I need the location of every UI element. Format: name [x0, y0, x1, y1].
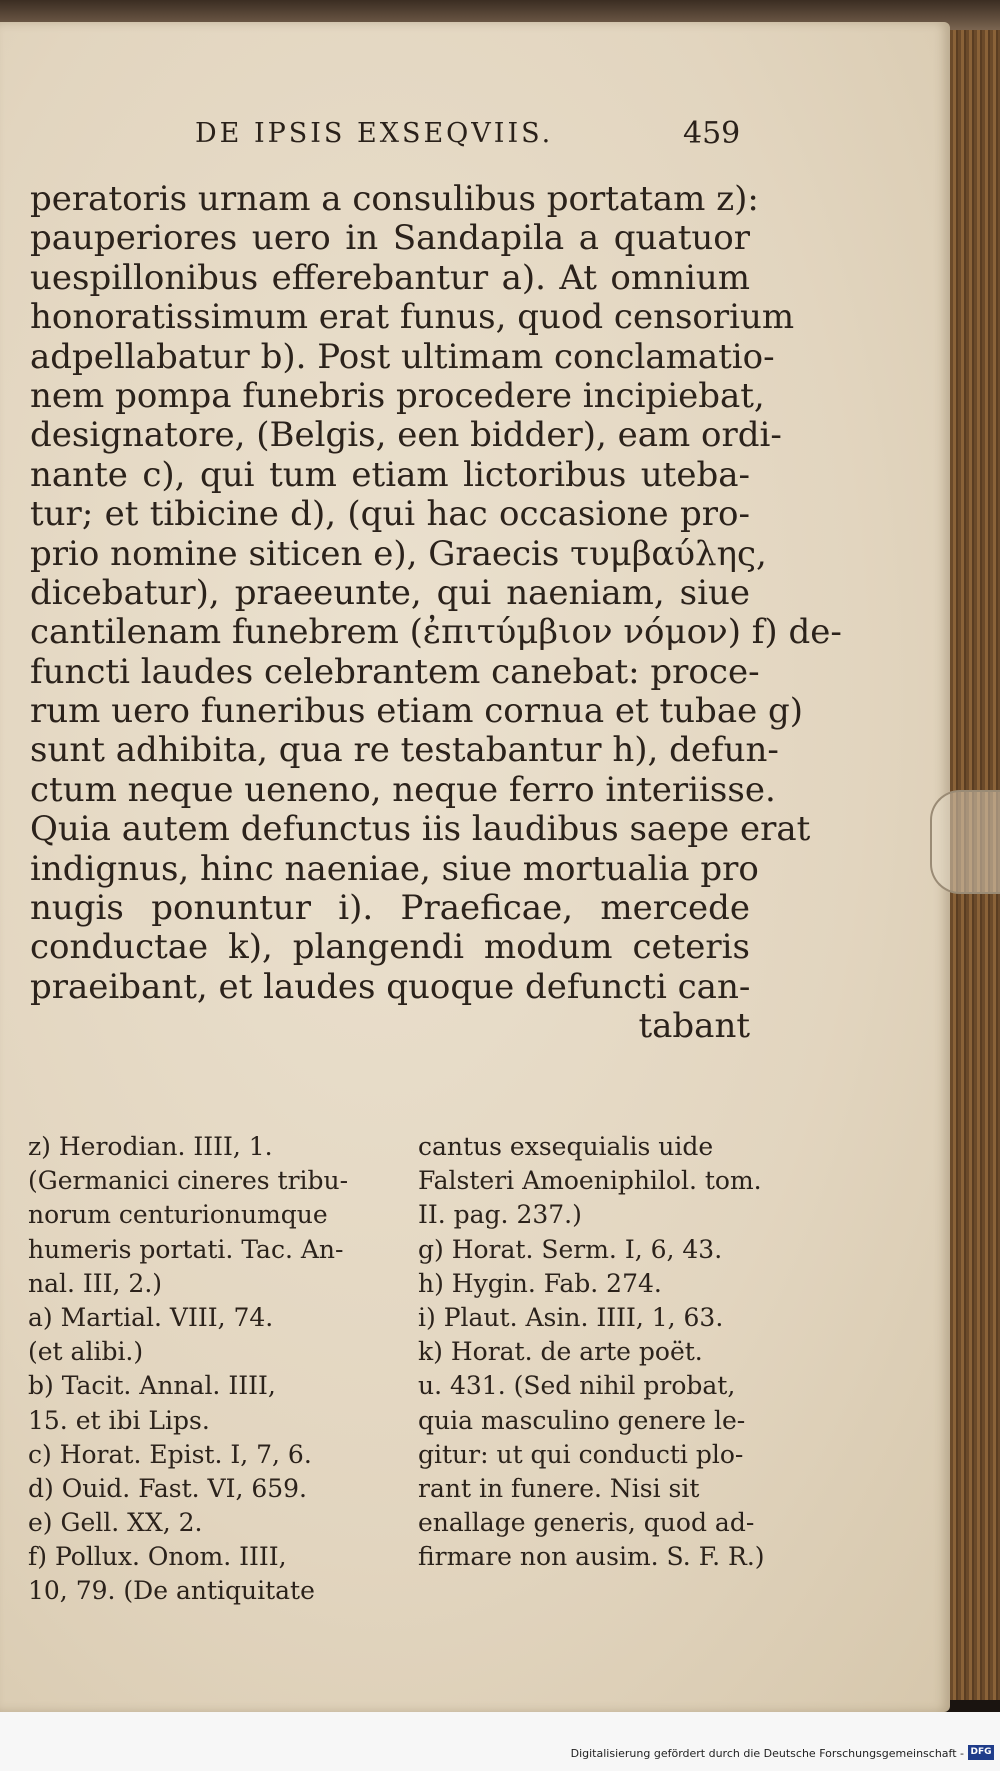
footnote-line: norum centurionumque [28, 1200, 328, 1230]
footnote-line: rant in funere. Nisi sit [418, 1473, 700, 1503]
page-number: 459 [683, 116, 741, 151]
text-line: indignus, hinc naeniae, siue mortualia pro [30, 848, 759, 889]
footnote-line: (Germanici cineres tribu- [28, 1166, 349, 1196]
footnote-line: g) Horat. Serm. I, 6, 43. [418, 1234, 723, 1264]
footnote-line: nal. III, 2.) [28, 1268, 163, 1298]
text-line: dicebatur), praeeunte, qui naeniam, siue [30, 572, 750, 613]
text-line: designatore, (Belgis, een bidder), eam ordi- [30, 415, 782, 456]
text-line: cantilenam funebrem (ἐπιτύμβιον νόμον) f) de- [30, 612, 842, 653]
text-line: nante c), qui tum etiam lictoribus uteba- [30, 454, 750, 495]
main-text [30, 179, 842, 1047]
text-line: tur; et tibicine d), (qui hac occasione pro- [30, 494, 750, 535]
text-line: nugis ponuntur i). Praeficae, mercede [30, 888, 750, 929]
text-line: praeibant, et laudes quoque defuncti can- [30, 966, 751, 1007]
footnotes-right-column [418, 1130, 765, 1609]
text-line: ctum neque ueneno, neque ferro interiisse. [30, 769, 776, 810]
footnotes-left-column [28, 1130, 368, 1609]
catchword: tabant [638, 1006, 750, 1047]
footnote-line: gitur: ut qui conducti plo- [418, 1439, 744, 1469]
text-line: adpellabatur b). Post ultimam conclamatio- [30, 336, 775, 377]
running-head: DE IPSIS EXSEQVIIS. [195, 118, 554, 149]
footnote-line: Falsteri Amoeniphilol. tom. [418, 1166, 762, 1196]
text-line: Quia autem defunctus iis laudibus saepe erat [30, 809, 811, 850]
text-line: nem pompa funebris procedere incipiebat, [30, 375, 765, 416]
text-line: honoratissimum erat funus, quod censorium [30, 297, 795, 338]
footnote-line: 10, 79. (De antiquitate [28, 1576, 315, 1606]
footnote-line: firmare non ausim. S. F. R.) [418, 1542, 765, 1572]
footnote-line: quia masculino genere le- [418, 1405, 746, 1435]
text-line: sunt adhibita, qua re testabantur h), defun- [30, 730, 779, 771]
footnote-line: h) Hygin. Fab. 274. [418, 1268, 662, 1298]
footnote-line: b) Tacit. Annal. IIII, [28, 1371, 276, 1401]
footnote-line: (et alibi.) [28, 1337, 144, 1367]
text-line: conductae k), plangendi modum ceteris [30, 927, 750, 968]
footnote-line: f) Pollux. Onom. IIII, [28, 1542, 287, 1572]
footnotes [28, 1130, 765, 1609]
dfg-logo: DFG [968, 1745, 994, 1760]
footnote-line: u. 431. (Sed nihil probat, [418, 1371, 736, 1401]
text-line: prio nomine siticen e), Graecis τυμβαύλης, [30, 533, 767, 574]
page-clip [930, 790, 1000, 894]
footnote-line: z) Herodian. IIII, 1. [28, 1132, 273, 1161]
footnote-line: humeris portati. Tac. An- [28, 1234, 344, 1264]
footnote-line: a) Martial. VIII, 74. [28, 1302, 274, 1332]
footnote-line: c) Horat. Epist. I, 7, 6. [28, 1439, 312, 1469]
credit-strip [0, 1712, 1000, 1771]
text-line: uespillonibus efferebantur a). At omnium [30, 257, 750, 298]
footnote-line: e) Gell. XX, 2. [28, 1508, 203, 1538]
text-line: functi laudes celebrantem canebat: proce- [30, 651, 760, 692]
footnote-line: II. pag. 237.) [418, 1200, 582, 1230]
footnote-line: k) Horat. de arte poët. [418, 1337, 703, 1367]
text-line: peratoris urnam a consulibus portatam z): [30, 179, 759, 219]
footnote-line: enallage generis, quod ad- [418, 1508, 755, 1538]
digitization-credit: Digitalisierung gefördert durch die Deutsche Forschungsgemeinschaft - [570, 1747, 964, 1760]
footnote-line: cantus exsequialis uide [418, 1132, 714, 1161]
footnote-line: i) Plaut. Asin. IIII, 1, 63. [418, 1302, 724, 1332]
text-line: pauperiores uero in Sandapila a quatuor [30, 218, 750, 259]
text-line: rum uero funeribus etiam cornua et tubae g) [30, 691, 804, 732]
footnote-line: 15. et ibi Lips. [28, 1405, 210, 1435]
footnote-line: d) Ouid. Fast. VI, 659. [28, 1473, 308, 1503]
